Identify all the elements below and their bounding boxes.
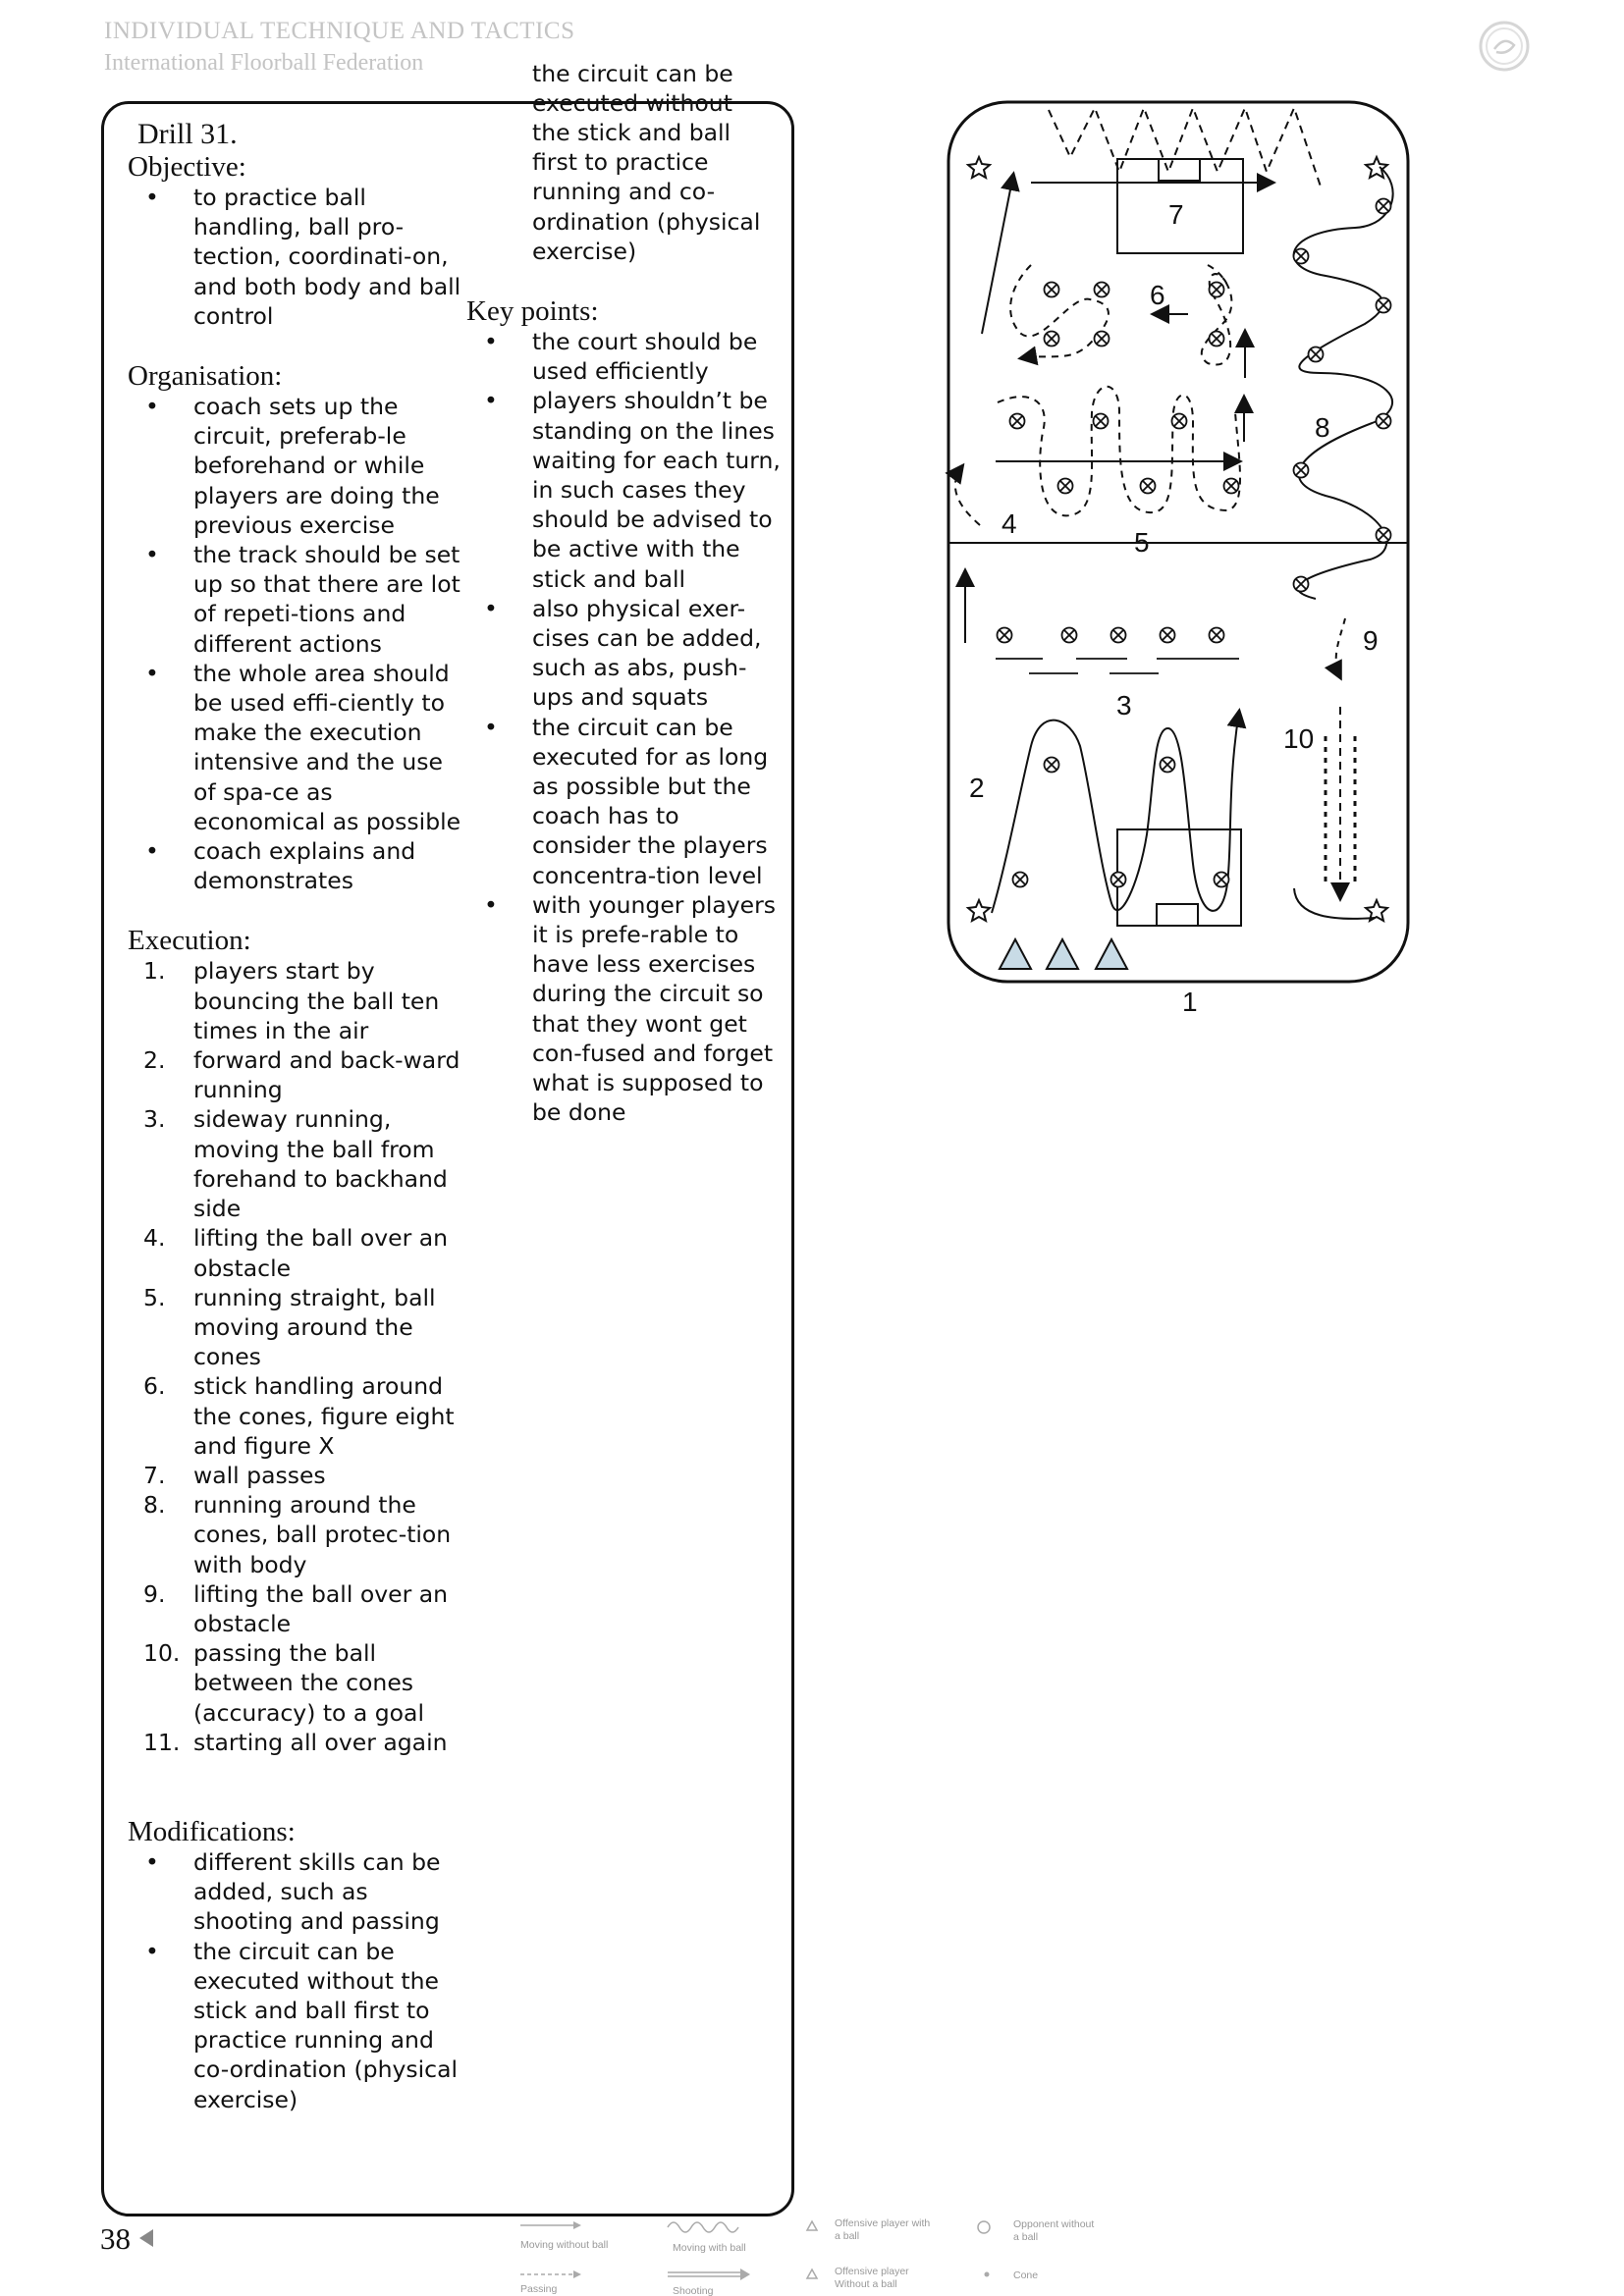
list-item: 3. sideway running, moving the ball from forehand to backhand side <box>143 1105 448 1223</box>
bullet-icon: • <box>484 594 498 622</box>
bullet-icon: • <box>484 713 498 741</box>
bullet-icon: • <box>145 659 159 687</box>
station-label: 5 <box>1134 527 1150 558</box>
station-6-path <box>1010 265 1109 358</box>
objective-heading: Objective: <box>128 151 246 183</box>
key-points-list <box>466 327 781 1127</box>
bullet-icon: • <box>484 328 498 355</box>
legend-label: Moving without ball <box>520 2239 609 2251</box>
star-icon <box>968 157 990 178</box>
bullet-icon: • <box>145 393 159 421</box>
list-item: • coach sets up the circuit, preferab-le beforehand or while players are doing the previous exercise <box>145 393 440 539</box>
offensive-without-ball-icon <box>807 2269 817 2278</box>
legend-label: Offensive player with <box>835 2217 931 2229</box>
player-triangle-icon <box>1047 939 1078 969</box>
list-item: 10. passing the ball between the cones (accuracy) to a goal <box>143 1639 424 1727</box>
player-triangle-icon <box>1000 939 1031 969</box>
modifications-list <box>128 1847 461 2113</box>
legend-label: Offensive player <box>835 2266 909 2277</box>
modification-continuation: the circuit can be executed without the stick and ball first to practice running and co-ordination (physical exercise) <box>532 59 761 265</box>
modifications-heading: Modifications: <box>128 1815 296 1847</box>
star-icon <box>968 900 990 921</box>
execution-heading: Execution: <box>128 925 251 957</box>
list-item: • different skills can be added, such as shooting and passing <box>145 1847 441 1936</box>
list-item: • to practice ball handling, ball pro-tection, coordinati-on, and both body and ball control <box>145 184 461 330</box>
star-icon <box>1366 157 1387 178</box>
page-arrow-icon <box>139 2229 153 2247</box>
bullet-icon: • <box>484 890 498 919</box>
bullet-icon: • <box>145 184 159 211</box>
bullet-icon: • <box>145 541 159 569</box>
station-label: 4 <box>1001 508 1017 539</box>
organisation-heading: Organisation: <box>128 360 283 393</box>
bullet-icon: • <box>145 1937 159 1965</box>
list-item: • the whole area should be used effi-ciently to make the execution intensive and the use of spa-ce as economical as possible <box>145 659 461 835</box>
page-header <box>104 16 574 79</box>
cone-icon <box>985 2272 990 2277</box>
legend-label: Moving with ball <box>673 2242 746 2254</box>
legend-label: a ball <box>835 2230 860 2242</box>
legend-label: Cone <box>1013 2269 1039 2281</box>
list-item: 1. players start by bouncing the ball ten times in the air <box>143 957 440 1044</box>
legend-label: Shooting <box>673 2285 714 2296</box>
station-5-path <box>998 387 1240 516</box>
station-label: 8 <box>1315 412 1330 443</box>
bullet-icon: • <box>484 387 498 415</box>
list-item: 9. lifting the ball over an obstacle <box>143 1579 448 1637</box>
drill-diagram <box>943 93 1414 1026</box>
station-label: 1 <box>1182 987 1198 1017</box>
goal-top <box>1159 159 1200 181</box>
player-triangle-icon <box>1096 939 1127 969</box>
station-label: 7 <box>1168 199 1184 230</box>
opponent-icon <box>978 2221 990 2233</box>
station-4-path <box>955 466 980 525</box>
objective-list <box>128 183 461 331</box>
list-item: • the court should be used efficiently <box>484 328 758 386</box>
list-item: 4. lifting the ball over an obstacle <box>143 1224 448 1282</box>
execution-list <box>128 956 461 1756</box>
goal-bottom <box>1157 904 1198 926</box>
key-points-heading: Key points: <box>466 295 599 327</box>
list-item: 5. running straight, ball moving around the cones <box>143 1283 436 1371</box>
legend-label: a ball <box>1013 2231 1039 2243</box>
bullet-icon: • <box>145 1847 159 1876</box>
list-item: • the circuit can be executed without the stick and ball first to practice running and co-ordination (physical exercise) <box>145 1937 459 2113</box>
list-item: 7. wall passes <box>143 1461 326 1489</box>
list-item: • players shouldn’t be standing on the lines waiting for each turn, in such cases they should be advised to be active with the stick and ball <box>484 387 781 593</box>
station-label: 9 <box>1363 625 1379 656</box>
list-item: 11. starting all over again <box>143 1728 448 1756</box>
legend-label: Without a ball <box>835 2278 897 2290</box>
moving-with-ball-icon <box>668 2222 738 2232</box>
text-column-left <box>128 118 461 2113</box>
list-item: 8. running around the cones, ball protec-tion with body <box>143 1491 452 1578</box>
header-title: INDIVIDUAL TECHNIQUE AND TACTICS <box>104 18 575 44</box>
list-item: • also physical exer-cises can be added, such as abs, push-ups and squats <box>484 594 762 712</box>
page-number: 38 <box>100 2221 131 2256</box>
list-item: • the track should be set up so that there are lot of repeti-tions and different actions <box>145 541 460 658</box>
station-7-path <box>1049 108 1321 187</box>
list-item: • the circuit can be executed for as long as possible but the coach has to consider the players concentra-tion level <box>484 713 769 889</box>
list-item: 2. forward and back-ward running <box>143 1046 460 1104</box>
legend-label: Passing <box>520 2283 558 2295</box>
bullet-icon: • <box>145 837 159 866</box>
list-item: 6. stick handling around the cones, figure eight and figure X <box>143 1372 455 1460</box>
station-label: 6 <box>1150 280 1165 310</box>
text-column-right <box>466 59 781 1127</box>
drill-title: Drill 31. <box>137 118 238 150</box>
diagram-legend <box>511 2214 1129 2296</box>
header-subtitle: International Floorball Federation <box>104 50 424 76</box>
station-label: 10 <box>1283 723 1315 754</box>
organisation-list <box>128 392 461 895</box>
offensive-with-ball-icon <box>807 2221 817 2230</box>
station-label: 3 <box>1116 690 1132 721</box>
station-label: 2 <box>969 773 985 803</box>
iff-logo-icon <box>1478 20 1531 73</box>
legend-label: Opponent without <box>1013 2218 1095 2230</box>
list-item: • coach explains and demonstrates <box>145 837 416 895</box>
list-item: • with younger players it is prefe-rable to have less exercises during the circuit so that they wont get con-fused and forget what is supposed to be done <box>484 890 777 1127</box>
